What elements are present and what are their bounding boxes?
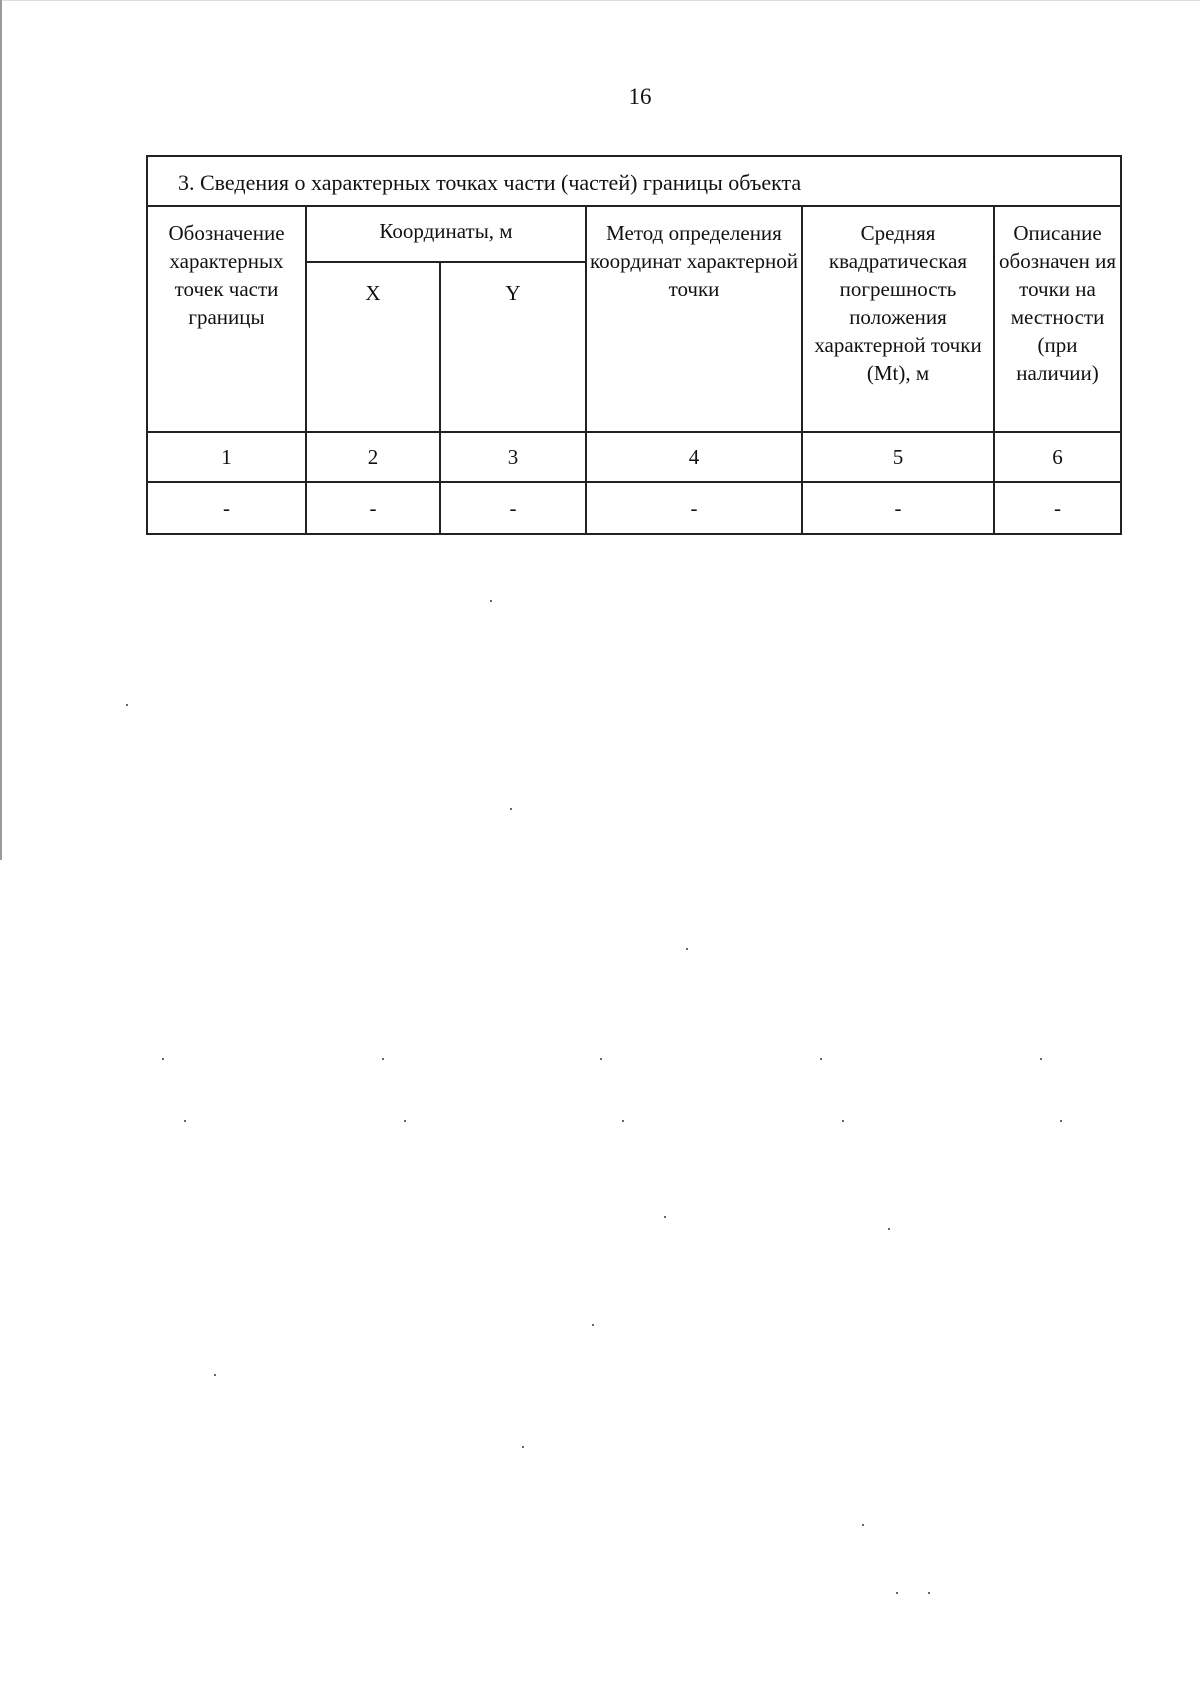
scan-speck bbox=[510, 808, 512, 810]
scan-speck bbox=[592, 1324, 594, 1326]
table-cell: - bbox=[147, 482, 306, 534]
table-cell: - bbox=[440, 482, 586, 534]
header-error: Средняя квадратическая погрешность положения характерной точки (Mt), м bbox=[802, 206, 994, 432]
scan-speck bbox=[214, 1374, 216, 1376]
scan-speck bbox=[896, 1592, 898, 1594]
scan-speck bbox=[664, 1216, 666, 1218]
scan-speck bbox=[184, 1120, 186, 1122]
table-cell: - bbox=[802, 482, 994, 534]
header-designation: Обозначение характерных точек части границы bbox=[147, 206, 306, 432]
scan-edge-left bbox=[0, 0, 2, 860]
scan-speck bbox=[928, 1592, 930, 1594]
column-number-row bbox=[147, 432, 1121, 482]
table-cell: - bbox=[586, 482, 802, 534]
scan-speck bbox=[126, 704, 128, 706]
table-cell: - bbox=[994, 482, 1121, 534]
scan-speck bbox=[162, 1058, 164, 1060]
header-description: Описание обозначен ия точки на местности (при наличии) bbox=[994, 206, 1121, 432]
table-row bbox=[147, 482, 1121, 534]
column-number: 2 bbox=[306, 432, 440, 482]
table-caption-row bbox=[147, 156, 1121, 206]
column-number: 1 bbox=[147, 432, 306, 482]
scan-speck bbox=[622, 1120, 624, 1122]
column-number: 6 bbox=[994, 432, 1121, 482]
scan-speck bbox=[600, 1058, 602, 1060]
scan-speck bbox=[490, 600, 492, 602]
column-number: 5 bbox=[802, 432, 994, 482]
scan-speck bbox=[522, 1446, 524, 1448]
table-caption: 3. Сведения о характерных точках части (частей) границы объекта bbox=[147, 156, 1121, 206]
header-y: Y bbox=[440, 262, 586, 432]
header-row-1 bbox=[147, 206, 1121, 262]
header-method: Метод определения координат характерной точки bbox=[586, 206, 802, 432]
scan-speck bbox=[1040, 1058, 1042, 1060]
scan-speck bbox=[382, 1058, 384, 1060]
table-cell: - bbox=[306, 482, 440, 534]
characteristic-points-table bbox=[146, 155, 1122, 535]
column-number: 4 bbox=[586, 432, 802, 482]
page-number: 16 bbox=[628, 84, 652, 109]
scan-speck bbox=[404, 1120, 406, 1122]
column-number: 3 bbox=[440, 432, 586, 482]
scan-speck bbox=[888, 1228, 890, 1230]
scan-speck bbox=[842, 1120, 844, 1122]
header-coordinates: Координаты, м bbox=[306, 206, 586, 262]
scan-speck bbox=[686, 948, 688, 950]
scan-edge-top bbox=[0, 0, 1200, 1]
scan-speck bbox=[820, 1058, 822, 1060]
header-x: X bbox=[306, 262, 440, 432]
scan-speck bbox=[1060, 1120, 1062, 1122]
scan-speck bbox=[862, 1524, 864, 1526]
